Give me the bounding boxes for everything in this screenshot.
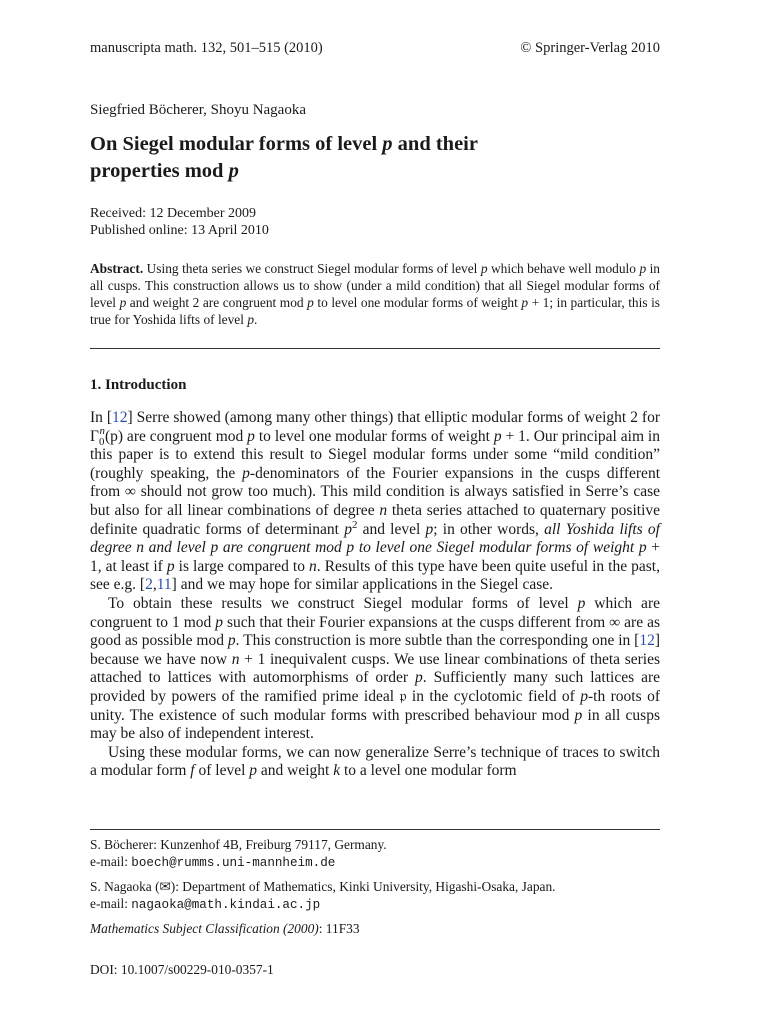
received-date: Received: 12 December 2009 (90, 206, 256, 221)
email-link-2[interactable]: nagaoka@math.kindai.ac.jp (131, 898, 321, 912)
abstract: Abstract. Using theta series we construct Siegel modular forms of level p which behave well modulo p in all cusps. This construction allows us to show (under a mild condition) that all Siegel modular forms of level p and weight 2 are congruent mod p to level one modular forms of weight p + 1; in particular, this is true for Yoshida lifts of level p. (90, 261, 661, 327)
section-heading: 1. Introduction (90, 377, 187, 393)
author-affiliation-1: S. Böcherer: Kunzenhof 4B, Freiburg 79117, Germany. e-mail: boech@rumms.uni-mannheim.de (90, 837, 387, 870)
publication-dates (90, 205, 269, 239)
citation-link-12[interactable]: 12 (639, 632, 655, 650)
published-date: Published online: 13 April 2010 (90, 223, 269, 238)
copyright-notice: © Springer-Verlag 2010 (520, 40, 660, 56)
journal-citation: manuscripta math. 132, 501–515 (2010) (90, 40, 323, 56)
intro-paragraph-2: To obtain these results we construct Siegel modular forms of level p which are congruent to 1 mod p such that their Fourier expansions at the cusps different from ∞ are as good as possible mod p. This construction is more subtle than the corresponding one in [12] because we have now n + 1 inequivalent cusps. We use linear combinations of theta series attached to lattices with automorphisms of order p. Sufficiently many such lattices are provided by powers of the ramified prime ideal 𝔭 in the cyclotomic field of p-th roots of unity. The existence of such modular forms with prescribed behaviour mod p in all cusps may be also of independent interest. (90, 594, 661, 743)
email-link-1[interactable]: boech@rumms.uni-mannheim.de (131, 856, 336, 870)
subject-classification: Mathematics Subject Classification (2000): 11F33 (90, 921, 360, 936)
abstract-label: Abstract. (90, 261, 144, 276)
citation-link-12[interactable]: 12 (112, 409, 128, 426)
footnote-divider (90, 829, 660, 830)
intro-paragraph-3: Using these modular forms, we can now generalize Serre’s technique of traces to switch a modular form f of level p and weight k to a level one modular form (90, 743, 660, 780)
citation-link-2[interactable]: 2 (145, 576, 153, 594)
paper-title: On Siegel modular forms of level p and their properties mod p (90, 133, 478, 182)
italic-statement: all Yoshida lifts of degree n and level p are congruent mod p to level one Siegel modular forms of weight (90, 520, 660, 557)
doi-line: DOI: 10.1007/s00229-010-0357-1 (90, 962, 274, 977)
author-list: Siegfried Böcherer, Shoyu Nagaoka (90, 102, 306, 118)
footnotes (90, 836, 660, 943)
author-affiliation-2: S. Nagaoka (✉): Department of Mathematics, Kinki University, Higashi-Osaka, Japan. e-mail: nagaoka@math.kindai.ac.jp (90, 879, 556, 912)
citation-link-11[interactable]: 11 (156, 576, 172, 594)
running-head (90, 40, 660, 57)
abstract-divider (90, 348, 660, 349)
introduction-body (90, 409, 660, 781)
intro-paragraph-1: In [12] Serre showed (among many other things) that elliptic modular forms of weight 2 for $\Gamma_0^n(p)$ are congruent mod p to level one modular forms of weight p + 1. Our principal aim in this paper is to extend this result to Siegel modular forms under some “mild condition” (roughly speaking, the p-denominators of the Fourier expansions in the cusps different from ∞ should not grow too much). This mild condition is always satisfied in Serre’s case but also for all linear combinations of degree n theta series attached to quaternary positive definite quadratic forms of determinant $p^2$ and level p; in other words, all Yoshida lifts of degree n and level p are congruent mod p to level one Siegel modular forms of weight p + 1, at least if p is large compared to n. Results of this type have been quite useful in the past, see e.g. [2,11] and we may hope for similar applications in the Siegel case. (90, 409, 661, 594)
